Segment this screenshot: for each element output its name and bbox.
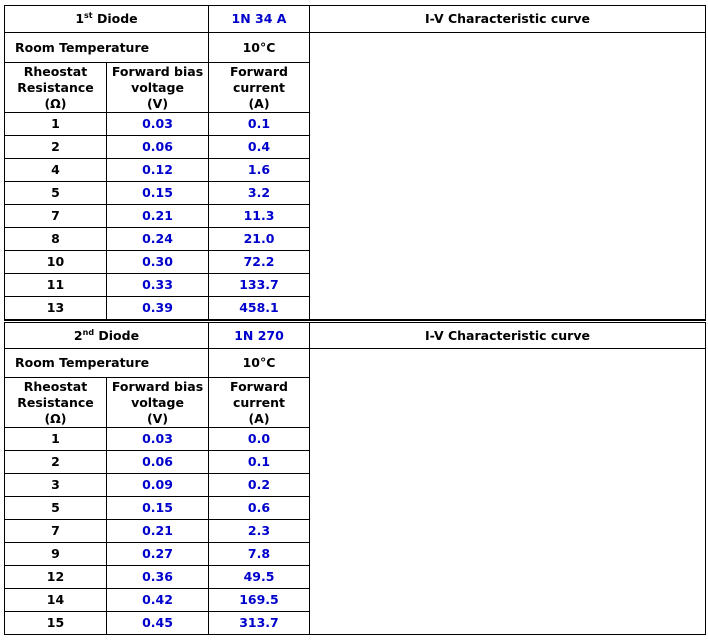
- current-cell: 0.1: [209, 451, 310, 474]
- current-cell: 458.1: [209, 297, 310, 320]
- diode1-room-temp-label: Room Temperature: [5, 33, 209, 63]
- diode1-model: 1N 34 A: [209, 6, 310, 33]
- diode2-label: 2nd Diode: [5, 322, 209, 349]
- diode1-chart-title: I-V Characteristic curve: [310, 6, 706, 33]
- diode2-col-current: Forward current (A): [209, 378, 310, 428]
- diode1-col-current: Forward current (A): [209, 63, 310, 113]
- current-cell: 0.2: [209, 474, 310, 497]
- voltage-cell: 0.45: [107, 612, 209, 635]
- voltage-cell: 0.15: [107, 182, 209, 205]
- current-cell: 3.2: [209, 182, 310, 205]
- diode2-body: [5, 322, 706, 635]
- voltage-cell: 0.03: [107, 113, 209, 136]
- resistance-cell: 12: [5, 566, 107, 589]
- current-cell: 49.5: [209, 566, 310, 589]
- current-cell: 72.2: [209, 251, 310, 274]
- current-cell: 0.6: [209, 497, 310, 520]
- voltage-cell: 0.27: [107, 543, 209, 566]
- resistance-cell: 9: [5, 543, 107, 566]
- resistance-cell: 2: [5, 451, 107, 474]
- resistance-cell: 7: [5, 520, 107, 543]
- resistance-cell: 13: [5, 297, 107, 320]
- voltage-cell: 0.39: [107, 297, 209, 320]
- voltage-cell: 0.33: [107, 274, 209, 297]
- current-cell: 7.8: [209, 543, 310, 566]
- resistance-cell: 5: [5, 497, 107, 520]
- resistance-cell: 4: [5, 159, 107, 182]
- diode2-room-temp-value: 10°C: [209, 349, 310, 378]
- diode2-table: [4, 320, 706, 635]
- voltage-cell: 0.21: [107, 520, 209, 543]
- voltage-cell: 0.12: [107, 159, 209, 182]
- diode1-table: [4, 5, 706, 320]
- resistance-cell: 15: [5, 612, 107, 635]
- current-cell: 21.0: [209, 228, 310, 251]
- diode1-col-resistance: Rheostat Resistance (Ω): [5, 63, 107, 113]
- current-cell: 133.7: [209, 274, 310, 297]
- resistance-cell: 8: [5, 228, 107, 251]
- diode1-body: [5, 6, 706, 320]
- current-cell: 11.3: [209, 205, 310, 228]
- voltage-cell: 0.42: [107, 589, 209, 612]
- current-cell: 0.0: [209, 428, 310, 451]
- current-cell: 1.6: [209, 159, 310, 182]
- resistance-cell: 5: [5, 182, 107, 205]
- current-cell: 169.5: [209, 589, 310, 612]
- current-cell: 313.7: [209, 612, 310, 635]
- current-cell: 0.4: [209, 136, 310, 159]
- diode1-col-voltage: Forward bias voltage (V): [107, 63, 209, 113]
- resistance-cell: 2: [5, 136, 107, 159]
- resistance-cell: 7: [5, 205, 107, 228]
- current-cell: 2.3: [209, 520, 310, 543]
- resistance-cell: 1: [5, 113, 107, 136]
- resistance-cell: 1: [5, 428, 107, 451]
- voltage-cell: 0.36: [107, 566, 209, 589]
- voltage-cell: 0.24: [107, 228, 209, 251]
- diode1-room-temp-value: 10°C: [209, 33, 310, 63]
- diode2-chart-title: I-V Characteristic curve: [310, 322, 706, 349]
- diode1-chart-area: [310, 33, 706, 320]
- resistance-cell: 10: [5, 251, 107, 274]
- voltage-cell: 0.06: [107, 451, 209, 474]
- diode1-label: 1st Diode: [5, 6, 209, 33]
- diode2-chart-area: [310, 349, 706, 635]
- resistance-cell: 14: [5, 589, 107, 612]
- voltage-cell: 0.09: [107, 474, 209, 497]
- voltage-cell: 0.21: [107, 205, 209, 228]
- diode2-col-resistance: Rheostat Resistance (Ω): [5, 378, 107, 428]
- resistance-cell: 3: [5, 474, 107, 497]
- voltage-cell: 0.06: [107, 136, 209, 159]
- current-cell: 0.1: [209, 113, 310, 136]
- voltage-cell: 0.03: [107, 428, 209, 451]
- resistance-cell: 11: [5, 274, 107, 297]
- voltage-cell: 0.15: [107, 497, 209, 520]
- diode2-model: 1N 270: [209, 322, 310, 349]
- diode2-col-voltage: Forward bias voltage (V): [107, 378, 209, 428]
- diode2-room-temp-label: Room Temperature: [5, 349, 209, 378]
- voltage-cell: 0.30: [107, 251, 209, 274]
